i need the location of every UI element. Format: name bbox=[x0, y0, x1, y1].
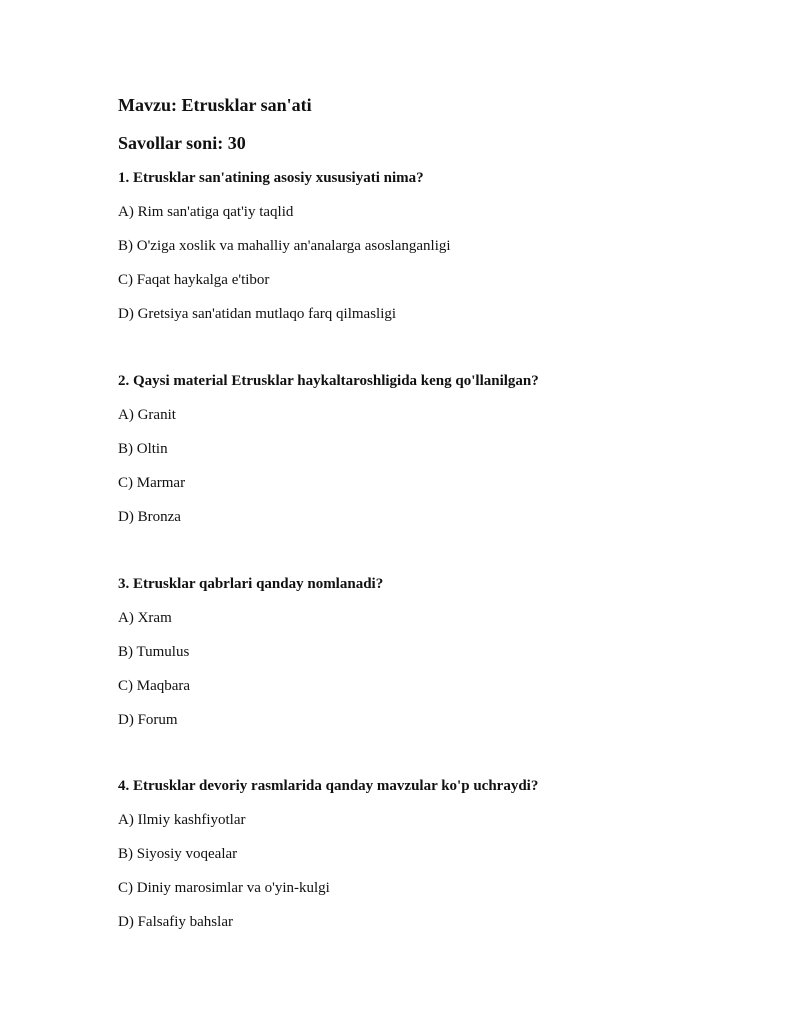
answer-option-c: C) Marmar bbox=[118, 475, 186, 491]
answer-options bbox=[118, 203, 758, 323]
answer-option-d: D) Gretsiya san'atidan mutlaqo farq qilmasligi bbox=[118, 306, 397, 322]
answer-option-b: B) Oltin bbox=[118, 441, 168, 457]
answer-option-b: B) O'ziga xoslik va mahalliy an'analarga asoslanganligi bbox=[118, 238, 451, 254]
answer-option-a: A) Rim san'atiga qat'iy taqlid bbox=[118, 204, 294, 220]
answer-option-b: B) Siyosiy voqealar bbox=[118, 846, 238, 862]
answer-option-c: C) Faqat haykalga e'tibor bbox=[118, 272, 270, 288]
answer-option-a: A) Ilmiy kashfiyotlar bbox=[118, 812, 246, 828]
answer-option-c: C) Maqbara bbox=[118, 678, 191, 694]
document-page bbox=[118, 0, 758, 1035]
answer-option-d: D) Forum bbox=[118, 712, 178, 728]
question-3 bbox=[118, 575, 758, 729]
question-count: Savollar soni: 30 bbox=[118, 133, 246, 153]
question-1 bbox=[118, 169, 758, 323]
answer-option-a: A) Xram bbox=[118, 610, 172, 626]
answer-option-c: C) Diniy marosimlar va o'yin-kulgi bbox=[118, 880, 330, 896]
document-title: Mavzu: Etrusklar san'ati bbox=[118, 95, 312, 115]
question-4 bbox=[118, 777, 758, 931]
answer-options bbox=[118, 811, 758, 931]
question-text: 1. Etrusklar san'atining asosiy xususiyati nima? bbox=[118, 170, 424, 186]
answer-options bbox=[118, 406, 758, 526]
answer-options bbox=[118, 609, 758, 729]
answer-option-b: B) Tumulus bbox=[118, 644, 190, 660]
question-text: 3. Etrusklar qabrlari qanday nomlanadi? bbox=[118, 576, 384, 592]
question-text: 4. Etrusklar devoriy rasmlarida qanday mavzular ko'p uchraydi? bbox=[118, 778, 539, 794]
question-text: 2. Qaysi material Etrusklar haykaltaroshligida keng qo'llanilgan? bbox=[118, 373, 539, 389]
question-2 bbox=[118, 372, 758, 526]
answer-option-a: A) Granit bbox=[118, 407, 176, 423]
answer-option-d: D) Bronza bbox=[118, 509, 181, 525]
answer-option-d: D) Falsafiy bahslar bbox=[118, 914, 233, 930]
